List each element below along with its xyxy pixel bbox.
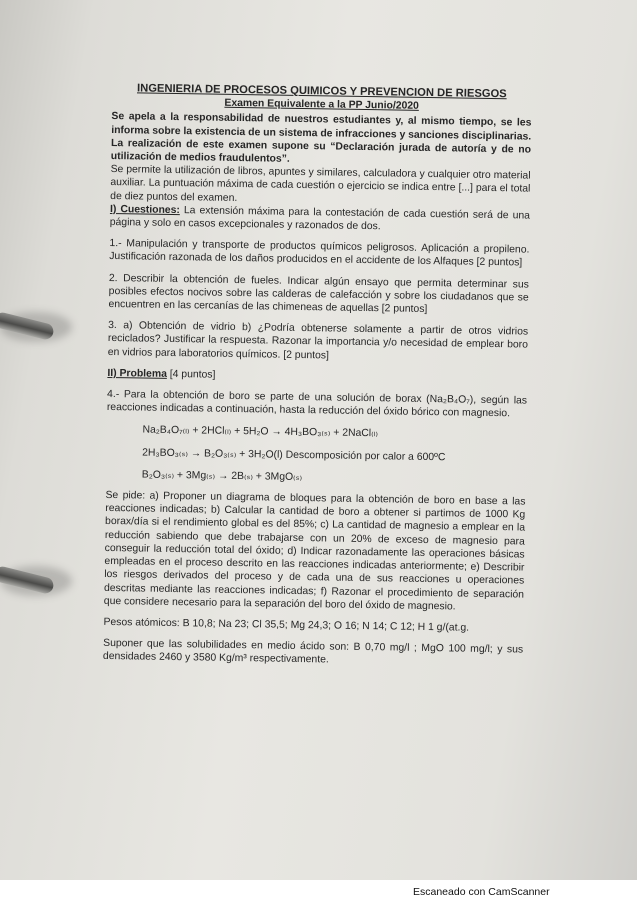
exam-instructions: Se permite la utilización de libros, apuntes y similares, calculadora y cualquier otro material auxiliar. La puntuación máxima de cada cuestión o ejercicio se indica entre [...] para el total de diez puntos del examen.: [110, 164, 531, 204]
reaction-2: 2H₃BO₃₍ₛ₎ → B₂O₃₍ₛ₎ + 3H₂O(l) Descomposición por calor a 600ºC: [142, 447, 446, 463]
problem-tasks: Se pide: a) Proponer un diagrama de bloques para la obtención de boro en base a las reacciones indicadas; b) Calcular la cantidad de boro a obtener si partimos de 1000 Kg borax/día si el rendimiento global es del 85%; c) La cantidad de magnesio a emplear en la reducción sabiendo que debe trabajarse con un 20% de exceso de magnesio para conseguir la reducción total del óxido; d) Indicar razonadamente las operaciones básicas empleadas en el proceso descrito en las reacciones indicadas anteriormente; e) Describir los riesgos derivados del proceso y de cada una de sus reacciones u operaciones descritas mediante las reacciones indicadas; f) Razonar el procedimiento de separación que considere necesario para la separación del boro del óxido de magnesio.: [103, 490, 526, 613]
section-heading: II) Problema: [107, 367, 167, 380]
section-note: La extensión máxima para la contestación de cada cuestión será de una página y solo en casos excepcionales y razonados de dos.: [109, 204, 531, 233]
reaction-3: B₂O₃₍ₛ₎ + 3Mg₍ₛ₎ → 2B₍ₛ₎ + 3MgO₍ₛ₎: [141, 469, 303, 483]
solubility-note: Suponer que las solubilidades en medio ácido son: B 0,70 mg/l ; MgO 100 mg/l; y sus densidades 2460 y 3580 Kg/m³ respectivamente.: [102, 638, 524, 666]
section-cuestiones: [110, 203, 530, 236]
section-points: [4 puntos]: [166, 368, 216, 381]
section-heading: I) Cuestiones:: [109, 203, 180, 216]
question-4: 4.- Para la obtención de boro se parte de una solución de borax (Na₂B₄O₇), según las reacciones indicadas a continuación, hasta la reducción del óxido bórico con magnesio.: [106, 389, 528, 420]
reaction-1: Na₂B₄O₇₍ₗ₎ + 2HCl₍ₗ₎ + 5H₂O → 4H₃BO₃₍ₛ₎ + 2NaCl₍ₗ₎: [142, 424, 379, 440]
atomic-weights: Pesos atómicos: B 10,8; Na 23; Cl 35,5; Mg 24,3; O 16; N 14; C 12; H 1 g/(at.g.: [103, 616, 470, 634]
question-3: 3. a) Obtención de vidrio b) ¿Podría obtenerse solamente a partir de otros vidrios reciclados? Justificar la respuesta. Razonar la importancia y/o necesidad de emplear boro en vidrios para laboratorios químicos. [2 puntos]: [107, 320, 529, 362]
integrity-warning: Se apela a la responsabilidad de nuestros estudiantes y, al mismo tiempo, se les informa sobre la existencia de un sistema de infracciones y sanciones disciplinarias. La realización de este examen supone su “Declaración jurada de autoría y de no utilización de medios fraudulentos”.: [110, 111, 532, 165]
exam-document: [103, 82, 532, 670]
section-problema: [107, 367, 527, 387]
exam-title: INGENIERIA DE PROCESOS QUIMICOS Y PREVENCION DE RIESGOS: [136, 82, 507, 101]
exam-subtitle: Examen Equivalente a la PP Junio/2020: [224, 97, 419, 113]
camscanner-watermark: Escaneado con CamScanner: [413, 886, 550, 898]
question-2: 2. Describir la obtención de fueles. Indicar algún ensayo que permita determinar sus posibles efectos nocivos sobre las calderas de calefacción y sobre los ciudadanos que se encuentren en las cercanías de las chimeneas de aquellas [2 puntos]: [108, 272, 529, 316]
question-1: 1.- Manipulación y transporte de productos químicos peligrosos. Aplicación a propileno. Justificación razonada de los daños producidos en el accidente de los Alfaques [2 puntos]: [109, 238, 530, 269]
